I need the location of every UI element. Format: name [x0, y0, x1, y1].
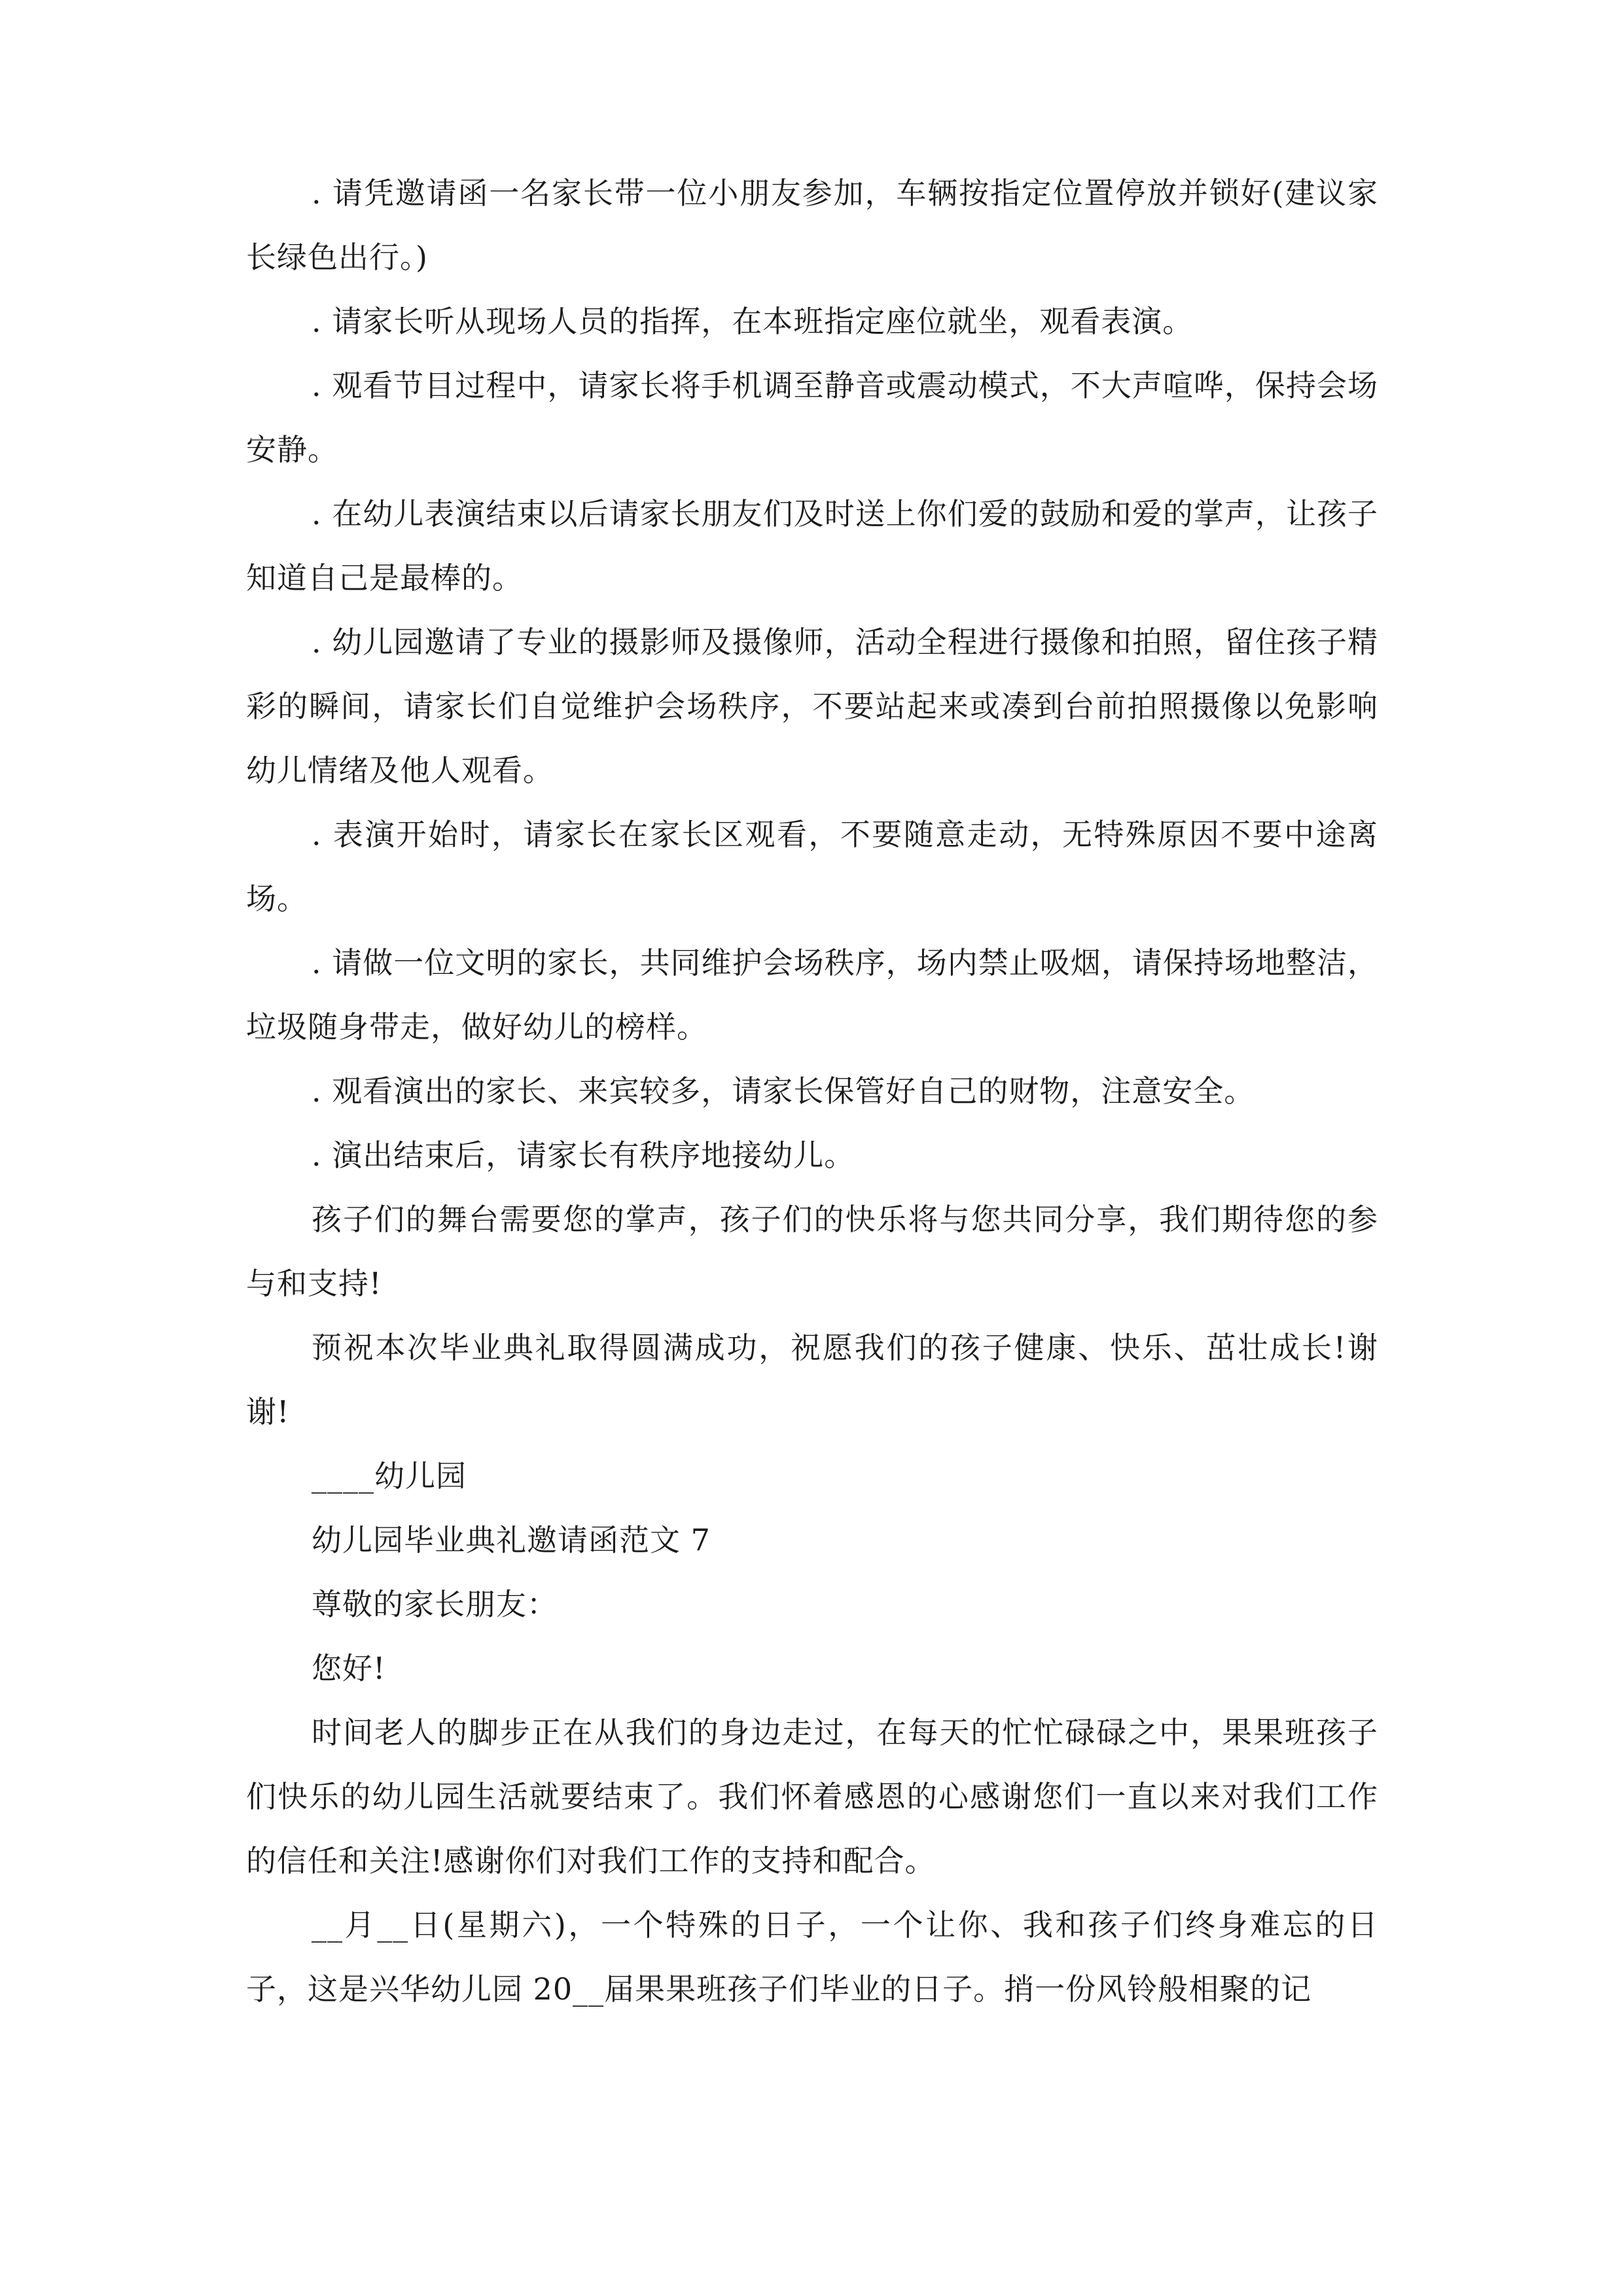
document-body	[246, 161, 1378, 2021]
wishes-paragraph: 预祝本次毕业典礼取得圆满成功，祝愿我们的孩子健康、快乐、茁壮成长!谢谢!	[246, 1330, 1378, 1429]
rule-item-7: . 请做一位文明的家长，共同维护会场秩序，场内禁止吸烟，请保持场地整洁，垃圾随身带走，做好幼儿的榜样。	[246, 945, 1378, 1045]
rule-item-4: . 在幼儿表演结束以后请家长朋友们及时送上你们爱的鼓励和爱的掌声，让孩子知道自己是最棒的。	[246, 496, 1378, 596]
rule-item-5: . 幼儿园邀请了专业的摄影师及摄像师，活动全程进行摄像和拍照，留住孩子精彩的瞬间，请家长们自觉维护会场秩序，不要站起来或凑到台前拍照摄像以免影响幼儿情绪及他人观看。	[246, 624, 1378, 788]
rule-item-9: . 演出结束后，请家长有秩序地接幼儿。	[312, 1138, 855, 1173]
rule-item-3: . 观看节目过程中，请家长将手机调至静音或震动模式，不大声喧哗，保持会场安静。	[246, 368, 1378, 467]
section-title: 幼儿园毕业典礼邀请函范文 7	[312, 1522, 711, 1558]
signature-line: ____幼儿园	[312, 1458, 467, 1494]
rule-item-8: . 观看演出的家长、来宾较多，请家长保管好自己的财物，注意安全。	[312, 1073, 1255, 1109]
greeting: 您好!	[312, 1651, 386, 1686]
rule-item-6: . 表演开始时，请家长在家长区观看，不要随意走动，无特殊原因不要中途离场。	[246, 817, 1378, 916]
event-paragraph: __月__日(星期六)，一个特殊的日子，一个让你、我和孩子们终身难忘的日子，这是兴华幼儿园 20__届果果班孩子们毕业的日子。捎一份风铃般相聚的记	[246, 1907, 1378, 2007]
closing-paragraph: 孩子们的舞台需要您的掌声，孩子们的快乐将与您共同分享，我们期待您的参与和支持!	[246, 1202, 1378, 1301]
intro-paragraph: 时间老人的脚步正在从我们的身边走过，在每天的忙忙碌碌之中，果果班孩子们快乐的幼儿园生活就要结束了。我们怀着感恩的心感谢您们一直以来对我们工作的信任和关注!感谢你们对我们工作的支持和配合。	[246, 1715, 1378, 1878]
rule-item-1: . 请凭邀请函一名家长带一位小朋友参加，车辆按指定位置停放并锁好(建议家长绿色出行。)	[246, 175, 1378, 275]
rule-item-2: . 请家长听从现场人员的指挥，在本班指定座位就坐，观看表演。	[312, 304, 1194, 339]
salutation: 尊敬的家长朋友：	[312, 1587, 558, 1622]
